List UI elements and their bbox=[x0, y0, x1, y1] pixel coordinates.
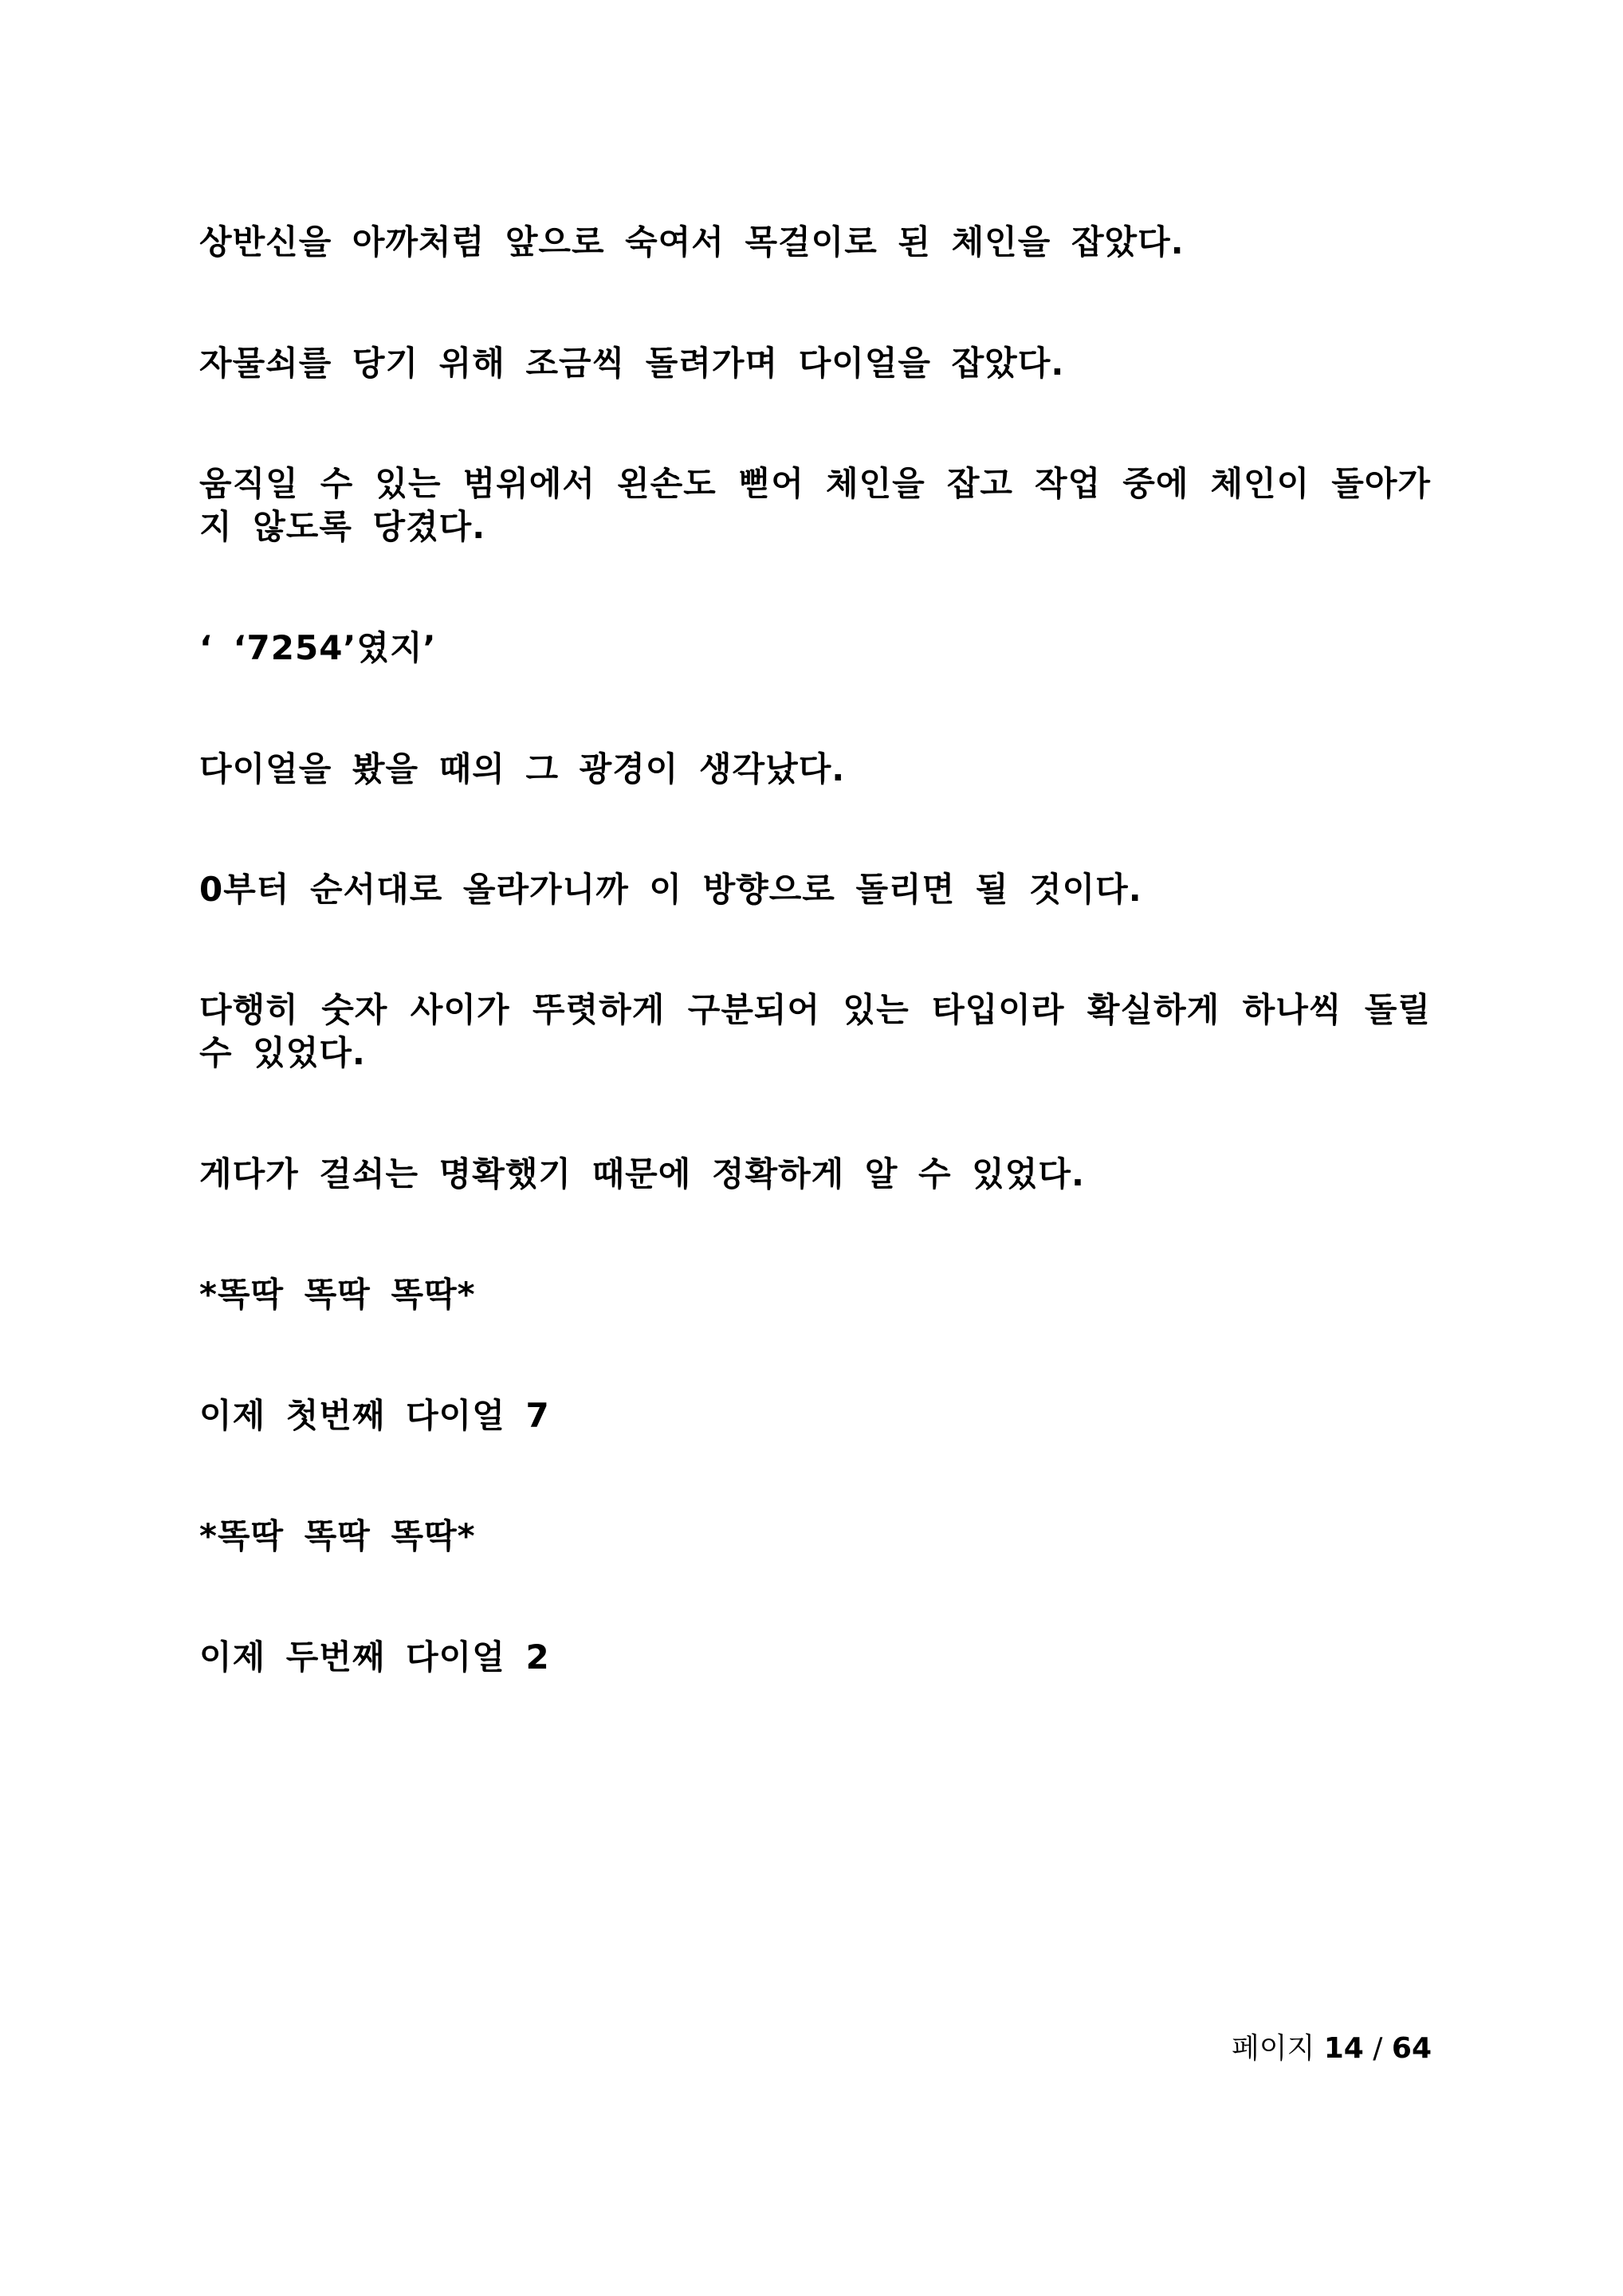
current-page-number: 14 bbox=[1323, 2032, 1364, 2065]
paragraph-12: 이제 두번째 다이얼 2 bbox=[199, 1637, 550, 1677]
page-label: 페이지 bbox=[1231, 2032, 1315, 2065]
total-pages: 64 bbox=[1391, 2032, 1432, 2065]
page-separator: / bbox=[1373, 2032, 1383, 2065]
paragraph-8: 게다가 걸쇠는 명확했기 때문에 정확하게 알 수 있었다. bbox=[199, 1154, 1085, 1193]
paragraph-6: 0부터 순서대로 올라가니까 이 방향으로 돌리면 될 것이다. bbox=[199, 870, 1142, 909]
paragraph-2: 자물쇠를 당기 위해 조금씩 돌려가며 다이얼을 잡았다. bbox=[199, 344, 1065, 383]
paragraph-11: *똑딱 똑딱 똑딱* bbox=[199, 1516, 476, 1555]
paragraph-10: 이제 첫번째 다이얼 7 bbox=[199, 1396, 550, 1435]
page-number-footer bbox=[1232, 2031, 1432, 2066]
paragraph-9: *똑딱 똑딱 똑딱* bbox=[199, 1275, 476, 1314]
paragraph-4: ‘ ‘7254’였지’ bbox=[199, 628, 437, 667]
paragraph-3: 움직일 수 있는 범위에서 왼손도 뻗어 체인을 잡고 작업 중에 체인이 돌아가지 않도록 당겼다. bbox=[199, 464, 1431, 546]
paragraph-5: 다이얼을 봤을 때의 그 광경이 생각났다. bbox=[199, 749, 846, 788]
paragraph-7: 다행히 숫자 사이가 뚜렷하게 구분되어 있는 타입이라 확실하게 하나씩 돌릴 수 있었다. bbox=[199, 990, 1431, 1072]
paragraph-1: 상반신을 아까처럼 앞으로 숙여서 목걸이로 된 체인을 잡았다. bbox=[199, 222, 1185, 261]
